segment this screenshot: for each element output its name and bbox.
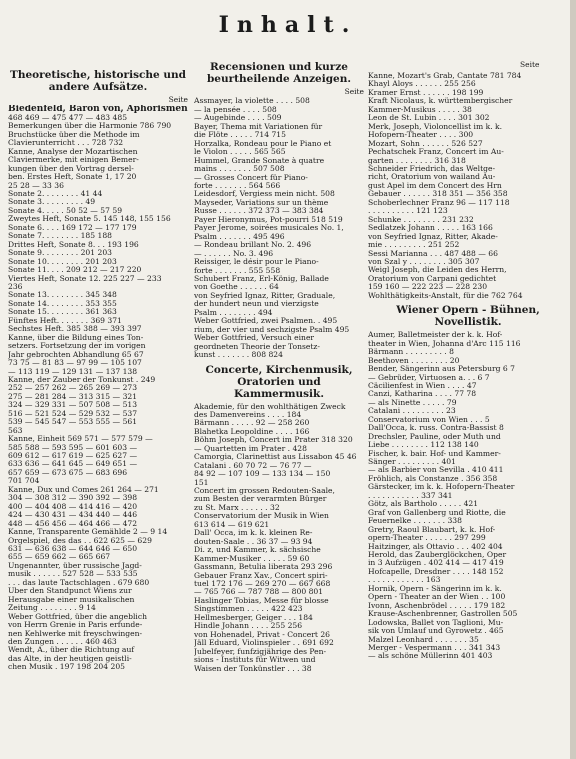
- column-essays: [8, 68, 188, 672]
- index-entry-line: von Seyfried Ignaz, Ritter, Graduale,: [194, 291, 336, 300]
- reviews-entry-list: [194, 97, 364, 359]
- index-entry-line: Kanne, der Zauber der Tonkunst . 249: [8, 375, 156, 384]
- index-entry-line: Clavierunterricht . . . 728 732: [8, 139, 124, 148]
- index-entry-line: Conservatorium der Musik in Wien: [194, 512, 329, 521]
- index-entry-line: Ungenannter, über russische Jagd-: [8, 561, 142, 570]
- index-entry-line: . . . . . . . . . . . 337 341: [368, 491, 453, 500]
- index-entry-line: 275 — 281 284 — 313 315 — 321: [8, 392, 138, 401]
- index-entry-line: Dall'Occa, k. russ. Contra-Bassist 8: [368, 424, 504, 433]
- index-entry-line: Graf von Gallenberg und Riotte, die: [368, 508, 506, 517]
- index-entry-line: Kanne, Dux und Comes 261 264 — 271: [8, 485, 159, 494]
- index-entry-line: Schoberlechner Franz 96 — 117 118: [368, 198, 510, 207]
- index-entry-line: — als schöne Müllerinn 401 403: [368, 652, 493, 661]
- opera-entry-list: [368, 331, 568, 661]
- index-entry-line: — 765 766 — 787 788 — 800 801: [194, 588, 324, 597]
- index-entry-line: gust Apel im dem Concert des Hrn: [368, 181, 502, 190]
- index-entry-line: Sonate 7. . . . . . . . 185 188: [8, 232, 113, 241]
- index-entry-line: 657 659 — 673 675 — 683 696: [8, 468, 128, 477]
- index-entry-line: Kraft Nicolaus, k. württembergischer: [368, 97, 513, 106]
- index-entry-line: 539 — 545 547 — 553 555 — 561: [8, 418, 138, 427]
- index-entry-line: le Violon . . . . . 565 565: [194, 148, 286, 157]
- index-entry-line: geordneten Theorie der Tonsetz-: [194, 342, 320, 351]
- index-entry-line: — als Barbier von Sevilla . 410 411: [368, 466, 504, 475]
- index-entry-line: Hornik, Opern - Sängerinn im k. k.: [368, 584, 502, 593]
- index-entry-line: 613 614 — 619 621: [194, 520, 270, 529]
- index-entry-line: Feuernelke . . . . . . . 338: [368, 517, 462, 526]
- index-entry-line: Drechsler, Pauline, oder Muth und: [368, 432, 501, 441]
- index-entry-line: — Augebinde . . . . 509: [194, 114, 282, 123]
- index-entry-line: Leon de St. Lubin . . . . 301 302: [368, 114, 490, 123]
- index-entry-line: Wohlthätigkeits-Anstalt, für die 762 764: [368, 291, 523, 300]
- index-entry-line: Krause-Aschenbrenner, Gastrollen 505: [368, 610, 518, 619]
- index-entry-line: Di. z, und Kammer, k. sächsische: [194, 546, 321, 555]
- index-entry-line: von Szal y . . . . . . . . 305 307: [368, 257, 480, 266]
- index-entry-line: Singstimmen . . . . . 422 423: [194, 605, 303, 614]
- index-entry-line: sions - Instituts für Witwen und: [194, 656, 316, 665]
- index-entry-line: Camorgia, Clarinettist aus Lissabon 45 46: [194, 453, 357, 462]
- index-entry-line: 424 — 430 431 — 434 440 — 446: [8, 511, 138, 520]
- index-entry-line: 159 160 — 222 223 — 228 230: [368, 283, 488, 292]
- index-entry-line: Ivonn, Aschenbrödel . . . . . 179 182: [368, 601, 506, 610]
- index-entry-line: rium, der vier und sechzigste Psalm 495: [194, 325, 350, 334]
- index-entry-line: Drittes Heft, Sonate 8. . . 193 196: [8, 240, 139, 249]
- index-entry-line: 609 612 — 617 619 — 625 627 —: [8, 452, 138, 461]
- index-entry-line: Kanne, Analyse der Mozartischen: [8, 147, 138, 156]
- index-entry-line: Herausgabe einer musikalischen: [8, 595, 135, 604]
- index-entry-line: Orgelspiel, des das . . 622 625 — 629: [8, 536, 152, 545]
- index-entry-line: Schubert Franz, Erl-König, Ballade: [194, 274, 329, 283]
- index-entry-line: der hundert neun und vierzigste: [194, 300, 319, 309]
- col3-seite-label: Seite: [520, 60, 540, 69]
- index-entry-line: Blahetka Leopoldine . . . . 166: [194, 427, 310, 436]
- index-entry-line: des Damenvereins . . . . 184: [194, 410, 302, 419]
- index-entry-line: Herold, das Zauberglöckchen, Oper: [368, 551, 507, 560]
- index-entry-line: — 113 119 — 129 131 — 137 138: [8, 367, 138, 376]
- concerts-continued-list: [368, 72, 568, 300]
- index-entry-line: Canzi, Katharina . . . . 77 78: [368, 390, 477, 399]
- index-entry-line: Weber Gottfried, zwei Psalmen. . 495: [194, 317, 338, 326]
- index-entry-line: Bärmann . . . . . . . . . 8: [368, 348, 454, 357]
- index-entry-line: Merger - Vespermann . . . 341 343: [368, 644, 501, 652]
- index-entry-line: Sonate 15. . . . . . . . 361 363: [8, 308, 117, 317]
- index-entry-line: kunst . . . . . . . 808 824: [194, 351, 283, 360]
- index-entry-line: Hellmesberger, Geiger . . . 184: [194, 613, 313, 622]
- index-entry-line: 324 — 329 331 — 507 508 — 513: [8, 401, 138, 410]
- index-entry-line: musik . . . . . . 527 528 — 533 535: [8, 570, 138, 579]
- index-entry-line: Oratorium von Carpani gedichtet: [368, 274, 497, 283]
- index-entry-line: Psalm . . . . . . . 495 496: [194, 232, 285, 241]
- index-entry-line: Über den Standpunct Wiens zur: [8, 587, 132, 596]
- index-entry-line: 655 — 659 662 — 665 667: [8, 553, 111, 562]
- index-entry-line: Sonate 10. . . . . . . . 201 203: [8, 257, 117, 266]
- index-entry-line: Mozart, Sohn . . . . . . 526 527: [368, 139, 483, 148]
- index-entry-line: . . . das laute Tactschlagen . 679 680: [8, 578, 150, 587]
- column-reviews: [194, 60, 364, 673]
- index-entry-line: Sonate 2. . . . . . . . 41 44: [8, 189, 103, 198]
- index-entry-line: Bender, Sängerinn aus Petersburg 6 7: [368, 365, 515, 374]
- index-entry-line: — als Ninette . . . . . 79: [368, 398, 457, 407]
- index-entry-line: Conservatorium von Wien . . . 5: [368, 415, 490, 424]
- index-entry-line: Aumer, Balletmeister der k. k. Hof-: [368, 331, 503, 340]
- column-opera: [368, 72, 568, 661]
- index-entry-line: Waisen der Tonkünstler . . . 38: [194, 664, 312, 673]
- index-entry-line: von Seyfried Ignaz, Ritter, Akade-: [368, 232, 498, 241]
- index-entry-line: zu St. Marx . . . . . . 32: [194, 503, 280, 512]
- index-entry-line: Zweytes Heft, Sonate 5. 145 148, 155 156: [8, 215, 171, 224]
- index-entry-line: Mayseder, Variations sur un thème: [194, 198, 329, 207]
- index-entry-line: Kanne, Transparente Gemählde 2 — 9 14: [8, 528, 168, 537]
- index-entry-line: Schunke . . . . . . . . 231 232: [368, 215, 474, 224]
- index-entry-line: nen Kehlwerke mit freyschwingen-: [8, 629, 143, 638]
- index-entry-line: in 3 Aufzügen . 402 414 — 417 419: [368, 559, 504, 568]
- index-entry-line: 631 — 636 638 — 644 646 — 650: [8, 545, 138, 554]
- index-entry-line: Wendt, A., über die Richtung auf: [8, 646, 135, 655]
- index-entry-line: Concert im grossen Redouten-Saale,: [194, 487, 335, 496]
- index-entry-line: Gretry, Raoul Blaubart, k. k. Hof-: [368, 525, 496, 534]
- index-entry-line: von Goethe . . . . . . 64: [194, 283, 279, 292]
- section-heading-reviews: Recensionen und kurze beurtheilende Anzeigen.: [206, 61, 352, 85]
- index-entry-line: 448 — 456 456 — 464 466 — 472: [8, 519, 138, 528]
- index-entry-line: Sechstes Heft. 385 388 — 393 397: [8, 325, 142, 334]
- index-entry-line: Bärmann . . . . . 92 — 258 260: [194, 419, 310, 428]
- index-entry-line: ben. Erstes Heft, Sonate 1, 17 20: [8, 173, 137, 182]
- index-entry-line: Akademie, für den wohlthätigen Zweck: [194, 402, 346, 411]
- index-entry-line: Catalani . 60 70 72 — 76 77 —: [194, 461, 312, 470]
- index-entry-line: Pechatschek Franz, Concert im Au-: [368, 148, 504, 157]
- index-entry-line: Sedlatzek Johann . . . . . 163 166: [368, 224, 493, 233]
- index-entry-line: 633 636 — 641 645 — 649 651 —: [8, 460, 138, 469]
- index-entry-line: 25 28 — 33 36: [8, 181, 64, 190]
- index-entry-line: Fischer, k. bair. Hof- und Kammer-: [368, 449, 501, 458]
- index-entry-line: Fröhlich, als Constanze . 356 358: [368, 474, 498, 483]
- index-entry-line: Fünftes Heft. . . . . . . 369 371: [8, 316, 122, 325]
- index-entry-line: Kanne, Mozart's Grab, Cantate 781 784: [368, 72, 522, 80]
- index-entry-line: — Gebrüder, Virtuosen a. . . 6 7: [368, 373, 490, 382]
- index-entry-line: Catalani . . . . . . . . . 23: [368, 407, 456, 416]
- index-entry-line: 151: [194, 478, 209, 487]
- index-entry-line: Liebe . . . . . . . . 112 138 140: [368, 441, 479, 450]
- index-entry-line: Jubelfeyer, funfzigjährige des Pen-: [194, 647, 327, 656]
- index-entry-line: Kammer-Musikus . . . . . 38: [368, 105, 472, 114]
- section-heading-essays: Theoretische, historische und andere Aufsätze.: [10, 69, 186, 93]
- index-entry-line: Haslinger Tobias, Messe für blosse: [194, 596, 329, 605]
- index-entry-line: Sänger . . . . . . . . . 401: [368, 458, 456, 467]
- index-entry-line: douten-Saale . . 36 37 — 93 94: [194, 537, 313, 546]
- index-entry-line: Payer Jerome, soirées musicales No. 1,: [194, 224, 344, 233]
- index-entry-line: Hummel, Grande Sonate à quatre: [194, 156, 325, 165]
- index-entry-line: Khayl Aloys . . . . . . 255 256: [368, 80, 476, 89]
- index-entry-line: theater in Wien, Johanna d'Arc 115 116: [368, 339, 521, 348]
- index-entry-line: Gebauer . . . . . . 318 351 — 356 358: [368, 190, 508, 199]
- concerts-entry-list: [194, 403, 364, 674]
- index-entry-line: Bruchstücke über die Methode im: [8, 130, 140, 139]
- index-entry-line: Sonate 6. . . . 169 172 — 177 179: [8, 223, 137, 232]
- index-entry-line: das Alte, in der heutigen geistli-: [8, 654, 132, 663]
- index-entry-line: mie . . . . . . . . . 251 252: [368, 241, 460, 250]
- index-entry-line: — Rondeau brillant No. 2. 496: [194, 241, 312, 250]
- index-entry-line: Beethoven . . . . . . . . 20: [368, 356, 460, 365]
- index-entry-line: Leidesdorf, Vergiess mein nicht. 508: [194, 190, 335, 199]
- index-entry-line: 252 — 257 262 — 265 269 — 273: [8, 384, 138, 393]
- page-title: Inhalt.: [218, 12, 358, 38]
- index-entry-line: 701 704: [8, 477, 40, 486]
- index-entry-line: Kanne, über die Bildung eines Ton-: [8, 333, 144, 342]
- index-entry-line: opern-Theater . . . . . . 297 299: [368, 534, 486, 543]
- index-entry-line: Sonate 11. . . . 209 212 — 217 220: [8, 266, 142, 275]
- index-entry-line: Haitzinger, als Ottavio . . . 402 404: [368, 542, 503, 551]
- index-entry-line: Russe . . . . . . 372 373 — 383 384: [194, 207, 324, 216]
- index-entry-line: Hofcapelle, Dresdner . . . . 148 152: [368, 567, 504, 576]
- index-entry-line: Hofopern-Theater . . . . 300: [368, 131, 474, 140]
- index-entry-line: — Quartetten im Prater . 428: [194, 444, 307, 453]
- index-entry-line: den Zungen . . . . . . 460 463: [8, 638, 117, 646]
- index-entry-line: Horzalka, Rondeau pour le Piano et: [194, 139, 332, 148]
- index-entry-line: 84 92 — 107 109 — 133 134 — 150: [194, 470, 331, 479]
- index-entry-line: — la pensée . . . . 508: [194, 105, 277, 114]
- index-entry-line: mains . . . . . . . 507 508: [194, 165, 285, 174]
- index-entry-line: Zeitung . . . . . . . . 9 14: [8, 604, 96, 613]
- section-heading-concerts: Concerte, Kirchenmusik, Oratorien und Kammermusik.: [205, 363, 353, 400]
- index-entry-line: setzers. Fortsetzung der im vorigen: [8, 342, 146, 351]
- index-entry-line: garten . . . . . . . . 316 318: [368, 156, 466, 165]
- index-entry-line: 516 — 521 524 — 529 532 — 537: [8, 409, 138, 418]
- index-entry-line: Sonate 14. . . . . . . . 353 355: [8, 299, 117, 308]
- index-entry-line: Kammer-Musiker . . . . . 59 60: [194, 554, 310, 563]
- index-entry-line: 468 469 — 475 477 — 483 485: [8, 113, 128, 122]
- section-heading-opera: Wiener Opern - Bühnen, Novellistik.: [396, 304, 540, 329]
- index-entry-line: Psalm . . . . . . . . 494: [194, 308, 273, 317]
- index-entry-line: Weigl Joseph, die Leiden des Herrn,: [368, 266, 507, 275]
- index-entry-line: Weber Gottfried, Versuch einer: [194, 334, 315, 343]
- index-entry-line: Sonate 9. . . . . . . . 201 203: [8, 249, 113, 258]
- index-entry-line: 304 — 308 312 — 390 392 — 398: [8, 494, 138, 503]
- index-entry-line: von Herrn Grenie in Paris erfunde-: [8, 621, 143, 630]
- index-entry-line: Assmayer, la violette . . . . 508: [194, 97, 310, 106]
- index-entry-line: von Hohenadel, Privat - Concert 26: [194, 630, 330, 639]
- index-entry-line: Merk, Joseph, Violoncellist im k. k.: [368, 122, 503, 131]
- index-entry-line: Bemerkungen über die Harmonie 786 790: [8, 122, 172, 131]
- index-entry-line: . . . . . . . . . . . . 163: [368, 576, 441, 585]
- index-entry-line: Jäll Eduard, Violinspieler . . 691 692: [194, 639, 334, 648]
- index-entry-line: Claviermerke, mit einigen Bemer-: [8, 156, 139, 165]
- index-entry-line: Malzel Leonhard . . . . . . . 35: [368, 635, 479, 644]
- index-entry-line: Böhm Joseph, Concert im Prater 318 320: [194, 436, 353, 445]
- index-entry-line: 585 588 — 593 595 — 601 603 —: [8, 443, 138, 452]
- index-entry-line: 563: [8, 426, 23, 435]
- index-entry-line: Hindle Johann . . . . 255 256: [194, 622, 303, 631]
- index-entry-line: Reissiger, le désir pour le Piano-: [194, 258, 319, 267]
- index-entry-line: Sonate 13. . . . . . . . 345 348: [8, 291, 117, 300]
- index-entry-line: Bayer, Thema mit Variationen für: [194, 122, 323, 131]
- index-entry-line: Schneider Friedrich, das Weltge-: [368, 164, 496, 173]
- index-entry-line: — . . . . . . No. 3. 496: [194, 249, 274, 258]
- index-entry-line: Götz, als Bartholo . . . . . 421: [368, 500, 479, 509]
- index-entry-line: Kanne, Einheit 569 571 — 577 579 —: [8, 435, 153, 444]
- index-entry-line: 400 — 404 408 — 414 416 — 420: [8, 502, 138, 511]
- index-entry-line: Gassmann, Betulia liberata 293 296: [194, 563, 333, 572]
- index-entry-line: Gebauer Franz Xav., Concert spiri-: [194, 571, 328, 580]
- index-entry-line: 236: [8, 282, 23, 291]
- essays-entry-list: [8, 105, 188, 671]
- index-entry-line: Jahr gebrochten Abhandlung 65 67: [8, 350, 144, 359]
- index-entry-line: die Flöte . . . . . 714 715: [194, 131, 286, 140]
- page-edge: [570, 0, 576, 759]
- index-entry-line: kungen über den Vortrag dersel-: [8, 164, 134, 173]
- index-entry-line: sik von Umlauf und Gyrowetz . 465: [368, 627, 504, 636]
- index-entry-line: Lodowska, Ballet von Taglioni, Mu-: [368, 618, 504, 627]
- index-entry-line: Kramer Ernst . . . . . . 198 199: [368, 88, 484, 97]
- index-entry-line: 73 75 — 81 83 — 97 99 — 105 107: [8, 359, 142, 368]
- index-entry-line: Gärstecker, im k. k. Hofopern-Theater: [368, 483, 515, 492]
- index-entry-line: . . . . . . . . . . 121 123: [368, 207, 448, 216]
- index-entry-line: Weber Gottfried, über die angeblich: [8, 612, 147, 621]
- index-entry-line: Cäcilienfest in Wien . . . . 47: [368, 381, 477, 390]
- index-entry-line: Dall' Occa, im k. k. kleinen Re-: [194, 529, 313, 538]
- index-entry-line: Sonate 3. . . . . . . . . 49: [8, 198, 96, 207]
- index-entry-line: chen Musik . 197 198 204 205: [8, 663, 125, 672]
- col2-seite-label: Seite: [344, 87, 364, 96]
- col1-seite-label: Seite: [168, 95, 188, 104]
- index-entry-line: Viertes Heft, Sonate 12. 225 227 — 233: [8, 274, 162, 283]
- index-entry-line: forte . . . . . . . 555 558: [194, 266, 281, 275]
- index-entry-line: Payer Hieronymus, Pot-pourri 518 519: [194, 215, 343, 224]
- index-entry-line: forte . . . . . . . 564 566: [194, 181, 281, 190]
- index-entry-line: Sessi Marianna . . . 487 488 — 66: [368, 249, 498, 258]
- index-entry-line: richt, Oratorium von wailand Au-: [368, 173, 496, 182]
- index-entry-line: Sonate 4. . . . . 50 52 — 57 59: [8, 206, 123, 215]
- index-entry-line: zum Besten der verarmten Bürger: [194, 495, 327, 504]
- index-entry-line: Opern - Theater an der Wien . . 100: [368, 593, 506, 602]
- index-entry-line: tuel 172 176 — 269 270 — 667 668: [194, 580, 331, 589]
- index-entry-line: — Grosses Concert für Piano-: [194, 173, 308, 182]
- index-entry-line: Biedenfeld, Baron von, Aphorismen: [8, 105, 188, 114]
